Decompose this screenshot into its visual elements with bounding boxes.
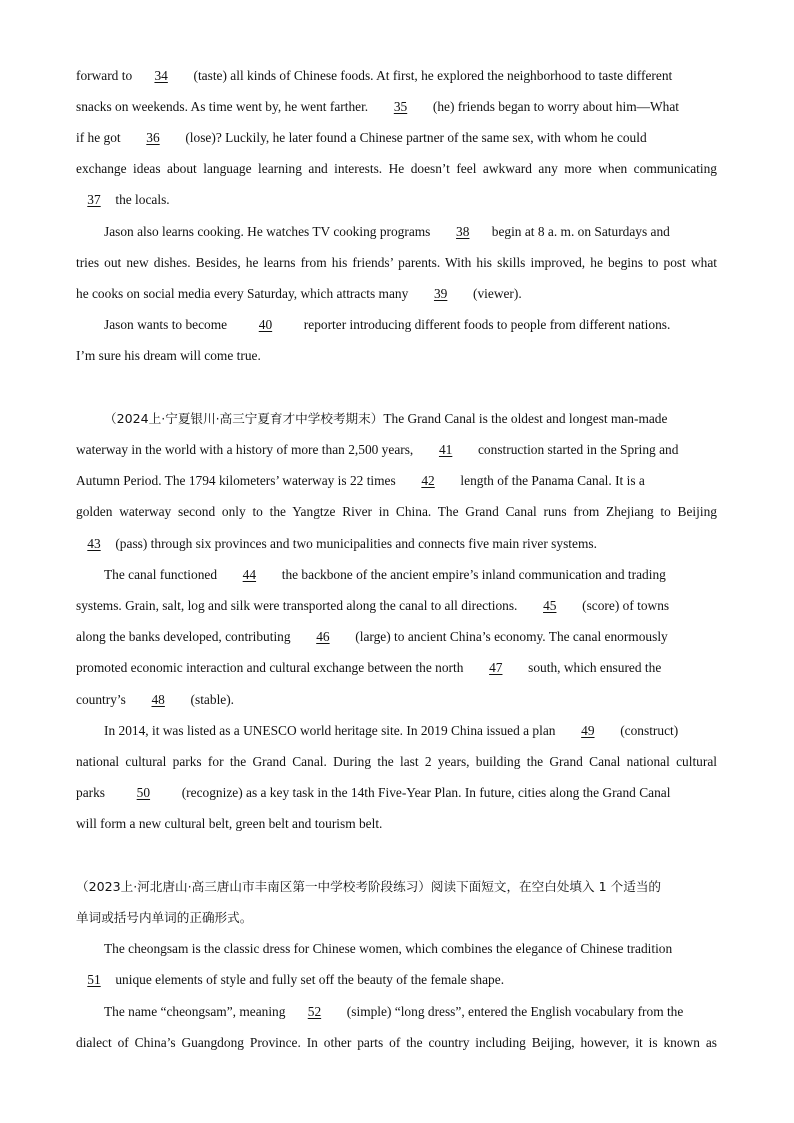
p2-line-9: promoted economic interaction and cultural exchange between the north 47 south, which ensured the bbox=[76, 660, 662, 675]
p2-line-7: systems. Grain, salt, log and silk were transported along the canal to all directions. 45 (score) of towns bbox=[76, 598, 670, 613]
blank-52[interactable]: 52 bbox=[307, 1004, 322, 1019]
p2-line-14: will form a new cultural belt, green belt and tourism belt. bbox=[76, 816, 383, 831]
p3-line-5: The name “cheongsam”, meaning 52 (simple) “long dress”, entered the English vocabulary from the bbox=[104, 1004, 684, 1019]
blank-46[interactable]: 46 bbox=[316, 629, 330, 644]
p2-line-8: along the banks developed, contributing 46 (large) to ancient China’s economy. The canal enormously bbox=[76, 629, 668, 644]
blank-38[interactable]: 38 bbox=[456, 224, 470, 239]
blank-39[interactable]: 39 bbox=[433, 286, 448, 301]
blank-45[interactable]: 45 bbox=[543, 598, 557, 613]
p3-source-line-1: （2023上·河北唐山·高三唐山市丰南区第一中学校考阶段练习）阅读下面短文，在空白处填入 1 个适当的 bbox=[76, 879, 662, 894]
blank-36[interactable]: 36 bbox=[146, 130, 160, 145]
p1-line-9: Jason wants to become 40 reporter introducing different foods to people from different nations. bbox=[104, 317, 671, 332]
blank-50[interactable]: 50 bbox=[136, 785, 151, 800]
p3-source-line-2: 单词或括号内单词的正确形式。 bbox=[76, 910, 253, 925]
p2-line-2: waterway in the world with a history of more than 2,500 years, 41 construction started in the Spring and bbox=[76, 442, 679, 457]
p1-line-10: I’m sure his dream will come true. bbox=[76, 348, 261, 363]
p2-line-4: golden waterway second only to the Yangtze River in China. The Grand Canal runs from Zhejiang to Beijing bbox=[76, 504, 717, 519]
p1-line-2: snacks on weekends. As time went by, he went farther. 35 (he) friends began to worry about him—What bbox=[76, 99, 680, 114]
blank-41[interactable]: 41 bbox=[438, 442, 453, 457]
blank-48[interactable]: 48 bbox=[151, 692, 165, 707]
p1-line-7: tries out new dishes. Besides, he learns from his friends’ parents. With his skills improved, he begins to post what bbox=[76, 255, 717, 270]
blank-40[interactable]: 40 bbox=[258, 317, 273, 332]
p3-line-3: The cheongsam is the classic dress for Chinese women, which combines the elegance of Chinese tradition bbox=[104, 941, 673, 956]
blank-37[interactable]: 37 bbox=[87, 192, 101, 207]
p1-line-5: 37 the locals. bbox=[76, 191, 717, 209]
p1-line-4: exchange ideas about language learning and interests. He doesn’t feel awkward any more when communicating bbox=[76, 161, 717, 176]
p3-line-6: dialect of China’s Guangdong Province. In other parts of the country including Beijing, however, it is known as bbox=[76, 1035, 717, 1050]
p2-line-5: 43 (pass) through six provinces and two municipalities and connects five main river systems. bbox=[76, 535, 717, 553]
p2-line-6: The canal functioned 44 the backbone of the ancient empire’s inland communication and trading bbox=[104, 567, 666, 582]
blank-44[interactable]: 44 bbox=[242, 567, 257, 582]
p2-line-10: country’s 48 (stable). bbox=[76, 692, 235, 707]
blank-49[interactable]: 49 bbox=[581, 723, 595, 738]
p1-line-3: if he got 36 (lose)? Luckily, he later found a Chinese partner of the same sex, with whom he could bbox=[76, 130, 647, 145]
p2-line-3: Autumn Period. The 1794 kilometers’ waterway is 22 times 42 length of the Panama Canal. It is a bbox=[76, 473, 645, 488]
p2-line-13: parks 50 (recognize) as a key task in the 14th Five-Year Plan. In future, cities along the Grand Canal bbox=[76, 785, 671, 800]
blank-43[interactable]: 43 bbox=[87, 536, 101, 551]
p2-line-1: （2024上·宁夏银川·高三宁夏育才中学校考期末）The Grand Canal is the oldest and longest man-made bbox=[104, 411, 668, 426]
p1-line-8: he cooks on social media every Saturday, which attracts many 39 (viewer). bbox=[76, 286, 522, 301]
blank-35[interactable]: 35 bbox=[393, 99, 408, 114]
p2-line-11: In 2014, it was listed as a UNESCO world heritage site. In 2019 China issued a plan 49 (construct) bbox=[104, 723, 679, 738]
p3-line-4: 51 unique elements of style and fully set off the beauty of the female shape. bbox=[76, 971, 717, 989]
p1-line-1: forward to 34 (taste) all kinds of Chinese foods. At first, he explored the neighborhood to taste different bbox=[76, 68, 673, 83]
p2-line-12: national cultural parks for the Grand Canal. During the last 2 years, building the Grand Canal national cultural bbox=[76, 754, 717, 769]
p1-line-6: Jason also learns cooking. He watches TV cooking programs 38 begin at 8 a. m. on Saturdays and bbox=[104, 224, 670, 239]
source-label: （2024上·宁夏银川·高三宁夏育才中学校考期末） bbox=[104, 411, 384, 426]
blank-47[interactable]: 47 bbox=[489, 660, 503, 675]
blank-51[interactable]: 51 bbox=[87, 972, 101, 987]
blank-42[interactable]: 42 bbox=[421, 473, 435, 488]
blank-34[interactable]: 34 bbox=[154, 68, 168, 83]
